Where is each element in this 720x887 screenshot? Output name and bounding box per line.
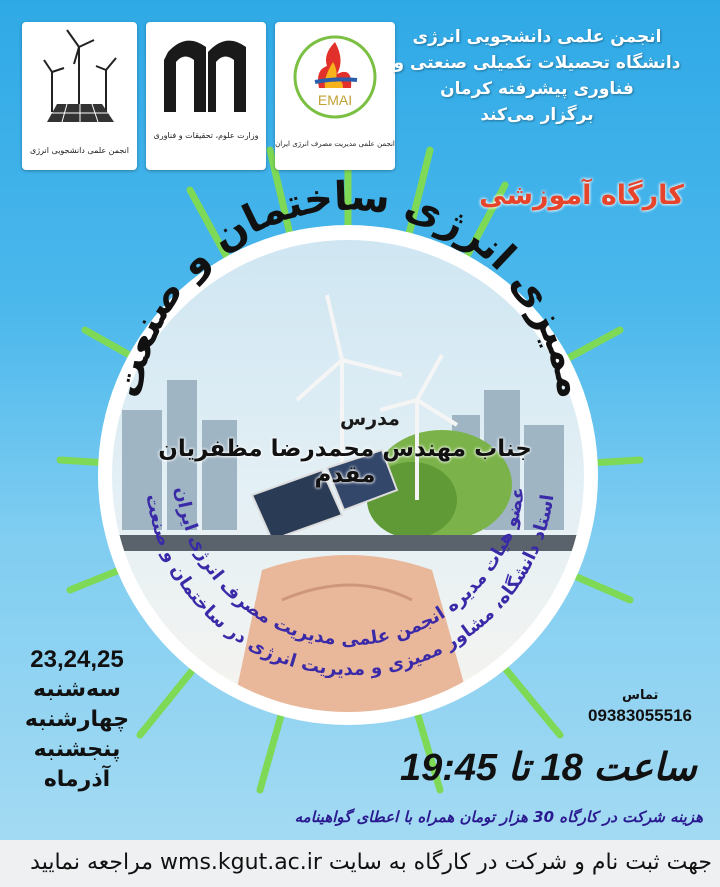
fee-note: هزینه شرکت در کارگاه 30 هزار تومان همراه با اعطای گواهینامه xyxy=(294,808,703,826)
contact-phone: 09383055516 xyxy=(588,706,693,725)
emai-text: EMAI xyxy=(317,92,353,108)
logo1-caption: انجمن علمی دانشجویی انرژی xyxy=(30,146,129,155)
date-days: 23,24,25 xyxy=(30,646,124,673)
teacher-role: مدرس xyxy=(340,408,400,430)
workshop-time: ساعت 18 تا 19:45 xyxy=(400,747,697,789)
svg-text:استاد دانشگاه، مشاور ممیزی و م xyxy=(141,493,558,680)
bio-line1: عضو هیات مدیره انجمن علمی مدیریت مصرف انرژی ایران xyxy=(170,485,530,651)
date-day2: چهارشنبه xyxy=(24,707,130,732)
contact-label: تماس xyxy=(622,688,659,703)
svg-text:ممیزی انرژی ساختمان و صنعت xyxy=(105,173,595,401)
workshop-label: کارگاه آموزشی xyxy=(479,180,684,211)
logo2-caption: وزارت علوم، تحقیقات و فناوری xyxy=(153,131,259,140)
workshop-dates xyxy=(22,645,132,795)
header-line2: دانشگاه تحصیلات تکمیلی صنعتی و xyxy=(393,53,681,73)
logo3-caption: انجمن علمی مدیریت مصرف انرژی ایران xyxy=(275,140,395,148)
registration-note: جهت ثبت نام و شرکت در کارگاه به سایت wms.kgut.ac.ir مراجعه نمایید xyxy=(30,850,712,875)
title-text: ممیزی انرژی ساختمان و صنعت xyxy=(104,173,595,402)
header-line1: انجمن علمی دانشجویی انرژی xyxy=(412,27,662,47)
header-line4: برگزار می‌کند xyxy=(480,105,594,125)
date-day3: پنجشنبه xyxy=(33,737,121,762)
bio-line2: استاد دانشگاه، مشاور ممیزی و مدیریت انرژی در ساختمان و صنعت xyxy=(141,492,559,681)
date-day1: سه‌شنبه xyxy=(33,677,121,702)
teacher-name: جناب مهندس محمدرضا مظفریان مقدم xyxy=(158,436,532,488)
date-month: آذرماه xyxy=(43,767,111,792)
header-line3: فناوری پیشرفته کرمان xyxy=(440,79,634,99)
